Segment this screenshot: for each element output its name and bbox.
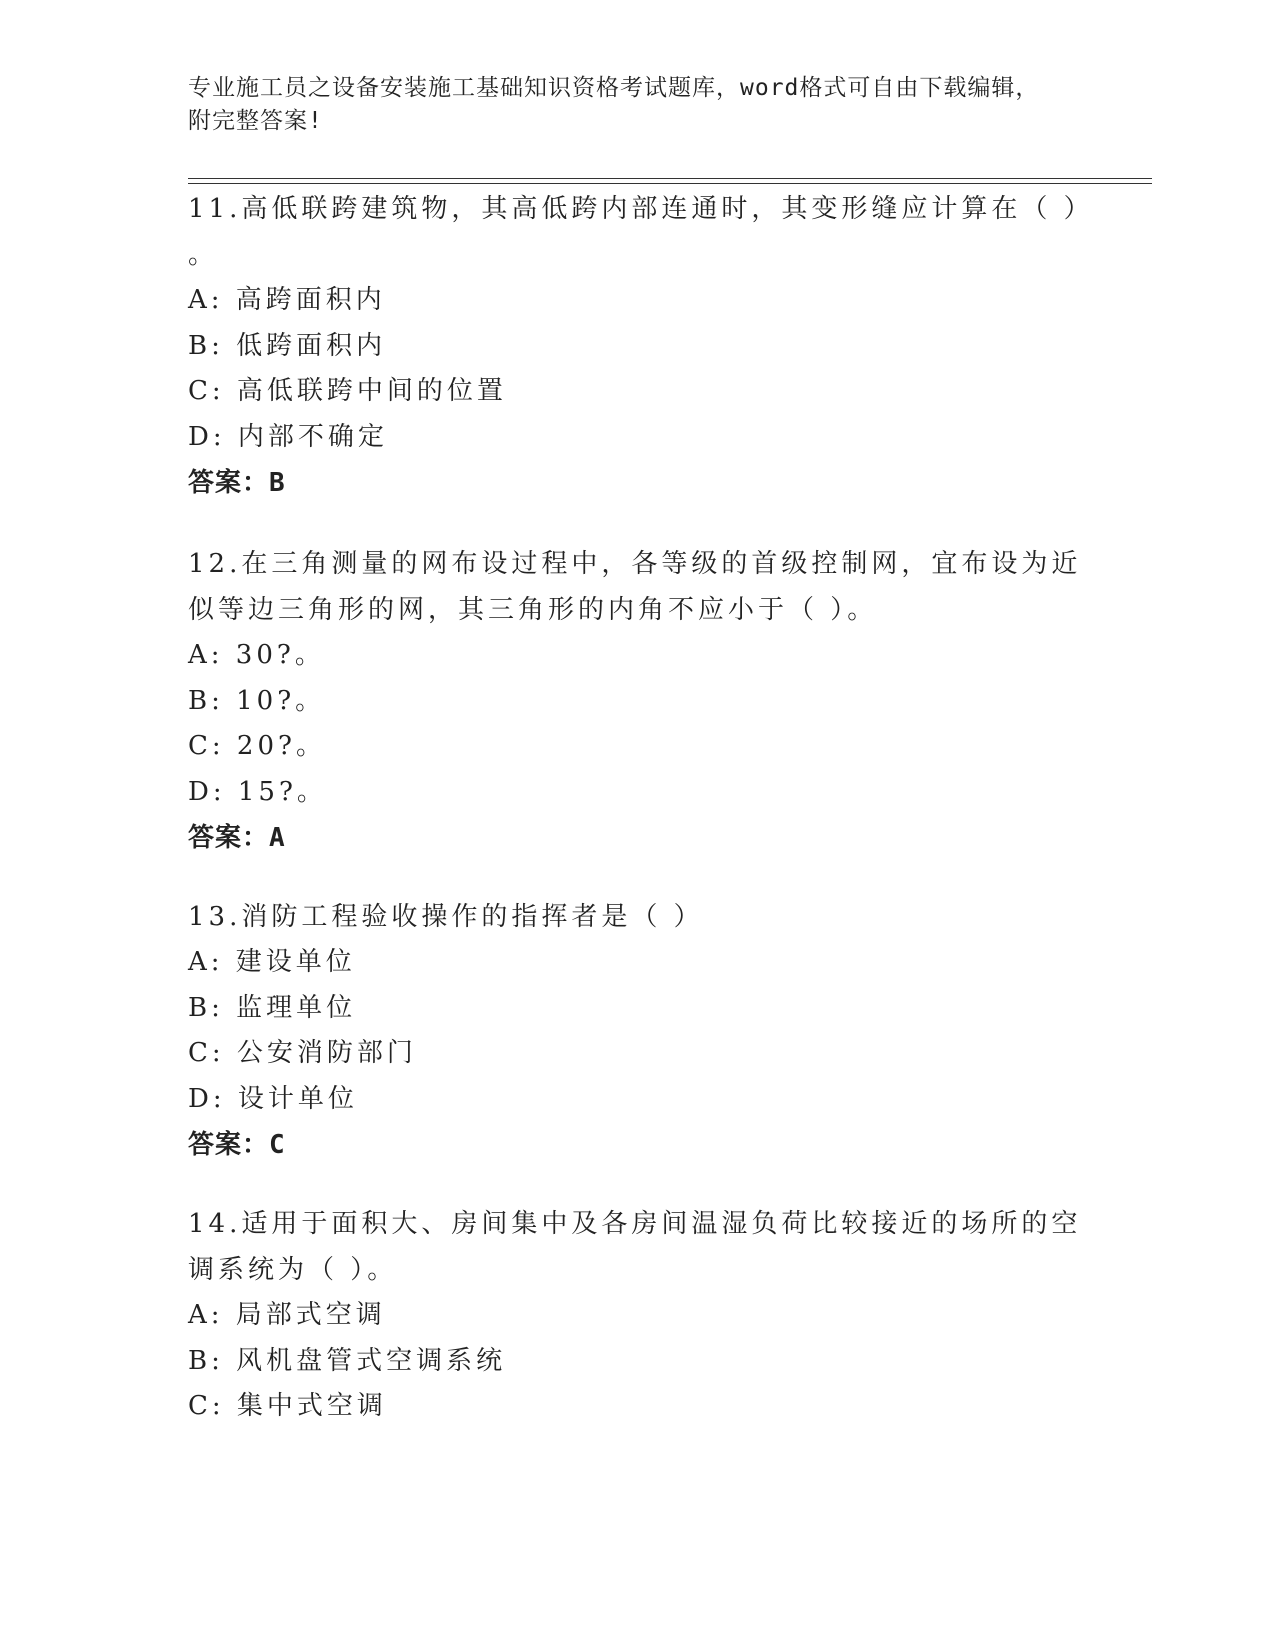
question-stem-tail: 。: [188, 240, 219, 270]
answer: 答案：B: [188, 468, 286, 498]
option-a: A: 建设单位: [188, 947, 356, 977]
option-a: A: 高跨面积内: [188, 285, 386, 315]
question-13: [188, 894, 1088, 1168]
header-line-2: 附完整答案!: [188, 108, 323, 134]
option-a: A: 30?。: [188, 640, 325, 670]
header-divider-bottom: [188, 183, 1152, 184]
option-b: B: 监理单位: [188, 992, 357, 1023]
question-14: [188, 1201, 1088, 1430]
question-stem: 11.高低联跨建筑物，其高低跨内部连通时，其变形缝应计算在（ ）: [188, 194, 1094, 224]
document-header: [188, 72, 1068, 138]
question-text: 12.在三角测量的网布设过程中，各等级的首级控制网，宜布设为近似等边三角形的网，其三角形的内角不应小于（ ）。: [188, 549, 1082, 625]
option-c: C: 20?。: [188, 731, 326, 761]
option-c: C: 公安消防部门: [188, 1038, 417, 1068]
option-d: D: 设计单位: [188, 1083, 358, 1114]
question-11: [188, 186, 1094, 506]
question-12: [188, 541, 1088, 861]
header-line-1: 专业施工员之设备安装施工基础知识资格考试题库，word格式可自由下载编辑，: [188, 75, 1040, 101]
option-d: D: 15?。: [188, 776, 327, 807]
option-b: B: 低跨面积内: [188, 330, 387, 361]
option-c: C: 高低联跨中间的位置: [188, 376, 507, 406]
option-c: C: 集中式空调: [188, 1391, 387, 1421]
option-d: D: 内部不确定: [188, 421, 388, 452]
option-a: A: 局部式空调: [188, 1300, 386, 1330]
option-b: B: 风机盘管式空调系统: [188, 1345, 507, 1376]
header-divider-top: [188, 178, 1152, 179]
option-b: B: 10?。: [188, 685, 326, 716]
question-text: [188, 186, 1094, 278]
question-text: 13.消防工程验收操作的指挥者是（ ）: [188, 902, 704, 932]
answer: 答案：C: [188, 1130, 286, 1160]
question-text: 14.适用于面积大、房间集中及各房间温湿负荷比较接近的场所的空调系统为（ ）。: [188, 1209, 1082, 1285]
answer: 答案：A: [188, 823, 286, 853]
